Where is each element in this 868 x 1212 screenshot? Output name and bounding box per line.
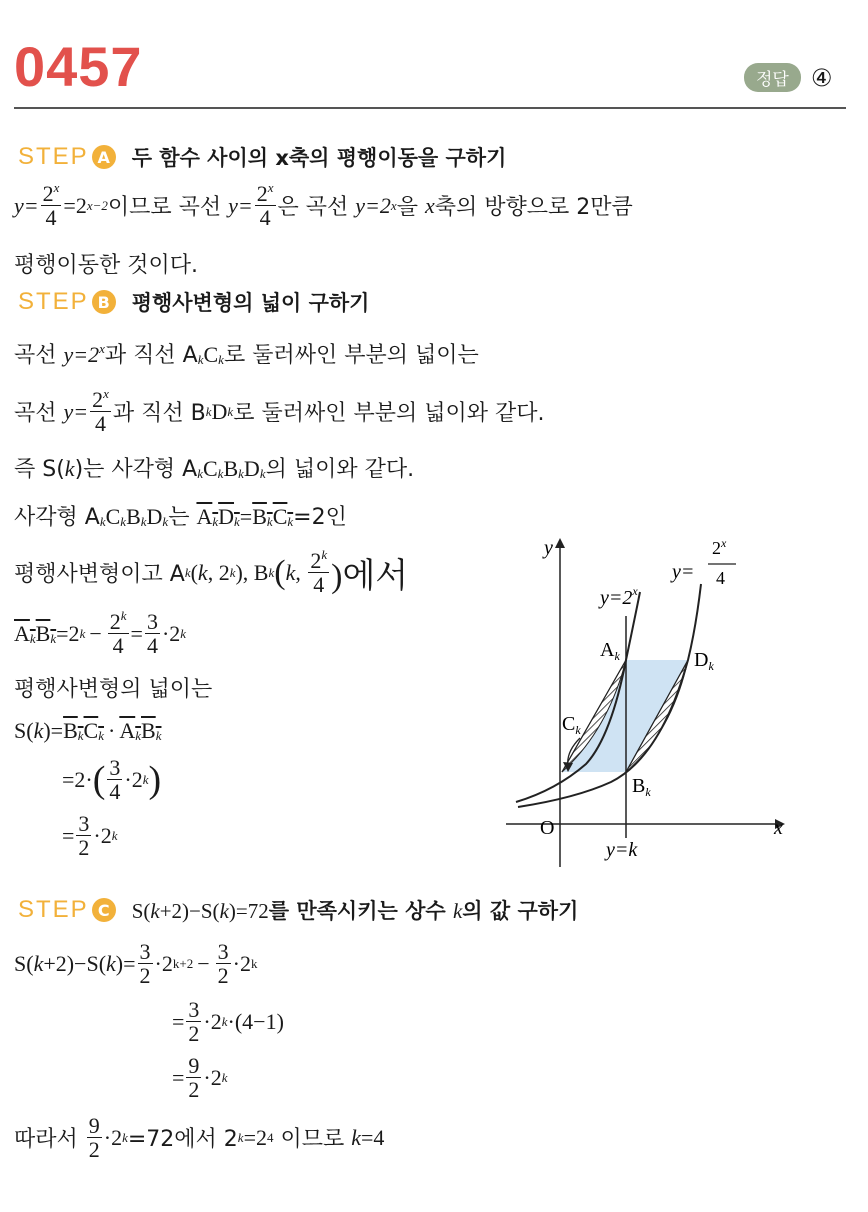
fraction [255, 182, 276, 229]
fraction [216, 940, 231, 987]
sub: k [212, 514, 219, 529]
text: A [119, 718, 136, 743]
y-axis-arrow [555, 538, 565, 548]
curve-y-2x-over-4-label-a: y= [672, 561, 695, 583]
step-c-line2: = $\frac{3}{2}$ ·2 k ·(4−1) [172, 997, 284, 1047]
sub: k [77, 728, 84, 743]
text: ( [190, 559, 198, 585]
text: C [203, 342, 219, 367]
expr: ·2 [103, 1124, 123, 1150]
text: =2인 [293, 505, 347, 530]
expr: ·(4−1) [227, 1008, 284, 1034]
problem-number: 0457 [14, 35, 143, 98]
step-a-line2: 평행이동한 것이다. [14, 253, 199, 278]
text: B [63, 718, 78, 743]
expr: ·2 [232, 950, 251, 976]
var: k [219, 899, 229, 923]
num: 2 [310, 547, 322, 573]
var: k [33, 718, 44, 743]
text: 축의 방향으로 2만큼 [434, 195, 633, 221]
fraction [87, 1114, 102, 1161]
text: C [105, 504, 121, 529]
sub: k [140, 514, 147, 529]
fraction [41, 182, 62, 229]
text: B [126, 504, 141, 529]
num: 2 [109, 609, 121, 634]
step-c-heading [18, 895, 578, 925]
step-b-title: 평행사변형의 넓이 구하기 [131, 291, 370, 315]
paren: ) [148, 758, 162, 801]
text: ), B [235, 559, 269, 585]
exp: x [53, 180, 60, 195]
text: =72에서 2 [127, 1127, 238, 1153]
fraction [90, 388, 111, 435]
sub: k [135, 728, 141, 743]
text: 로 둘러싸인 부분의 넓이는 [223, 343, 479, 368]
text: · [108, 718, 116, 743]
num: 2 [256, 181, 268, 206]
exp: x [267, 180, 274, 195]
den: 2 [188, 1021, 200, 1047]
sub: k [266, 514, 273, 529]
text: 의 값 구하기 [462, 899, 579, 923]
expr: = [62, 822, 75, 848]
sub: k [98, 728, 104, 743]
fraction [138, 940, 153, 987]
num: 3 [109, 755, 121, 780]
text: , 2 [207, 559, 230, 585]
sub: k [197, 466, 203, 481]
den: 4 [313, 572, 325, 597]
num: 3 [188, 997, 200, 1022]
expr: ·2 [124, 766, 143, 792]
var: k [33, 950, 44, 976]
text: 평행사변형이고 A [14, 562, 185, 587]
text: 의 넓이와 같다. [265, 457, 415, 482]
num: 3 [217, 939, 229, 964]
text: = [239, 504, 253, 529]
text: 따라서 [14, 1127, 85, 1153]
text: 는 [168, 505, 197, 530]
text: 이므로 [273, 1127, 352, 1153]
num: 3 [146, 609, 158, 634]
text: A [196, 504, 213, 529]
num: 9 [88, 1113, 100, 1138]
expr: y= [14, 192, 39, 218]
expr: =2 [63, 192, 87, 218]
var: k [351, 1124, 362, 1150]
var: k [285, 559, 296, 585]
step-c-letter: C [92, 898, 116, 922]
fraction [76, 812, 91, 859]
sub: k [238, 466, 244, 481]
text: A [14, 620, 30, 646]
text: 로 둘러싸인 부분의 넓이와 같다. [233, 401, 545, 427]
expr: )= [115, 950, 136, 976]
step-c-line1: S( k +2)−S( k )= $\frac{3}{2}$ ·2 k+2 − $\frac{3}{2}$ ·2 k [14, 939, 258, 989]
answer-value: ④ [810, 63, 833, 92]
var: k [150, 899, 160, 923]
answer-area [744, 63, 832, 92]
sub: k [155, 728, 162, 743]
origin-label: O [540, 817, 555, 839]
step-c-title [132, 895, 579, 925]
step-b-line9: =2· ( $\frac{3}{4}$ ·2 k ) [62, 755, 162, 805]
text: B [35, 620, 51, 646]
expr: y=2 [63, 342, 100, 367]
curve-y-2x-label: $y=2^x$ [600, 584, 638, 609]
expr: =2 [243, 1124, 267, 1150]
den: 2 [139, 963, 151, 989]
step-b-heading [18, 287, 369, 317]
point-b-label: $B_k$ [632, 775, 651, 799]
text: B [223, 456, 239, 481]
fraction [107, 756, 122, 803]
header-divider [14, 107, 846, 109]
curve-y-2x-over-4-label-num: 2$^x$ [712, 536, 727, 558]
var: x [424, 192, 435, 218]
fraction [108, 610, 129, 657]
sub: k [29, 630, 36, 646]
sub: k [99, 514, 106, 529]
segment [14, 621, 56, 647]
paren: ( [274, 553, 286, 591]
y-axis-label: y [544, 537, 553, 559]
sub: k [120, 514, 127, 529]
num: 3 [139, 939, 151, 964]
var: k [197, 559, 208, 585]
step-b-line6: $A_kB_k$ =2 k − $\frac{2^k}{4}$ = $\frac{3}{4}$ ·2 k [14, 608, 187, 659]
step-b-line3 [14, 452, 414, 483]
num: 9 [188, 1053, 200, 1078]
text: C [202, 456, 218, 481]
segment [119, 718, 161, 743]
text: 과 직선 B [112, 401, 206, 427]
text: 사각형 A [14, 505, 100, 530]
var: k [106, 950, 116, 976]
var: k [452, 899, 463, 923]
step-a-letter: A [92, 145, 116, 169]
text: S( [14, 718, 34, 743]
paren: ( [92, 758, 106, 801]
expr: = [172, 1008, 185, 1034]
text: C [83, 718, 99, 743]
den: 4 [95, 411, 107, 437]
step-b-line4 [14, 500, 347, 531]
step-c-line3: = $\frac{9}{2}$ ·2 k [172, 1053, 228, 1103]
text: 를 만족시키는 상수 [268, 899, 453, 923]
step-a-label: STEP [18, 143, 89, 170]
sub: k [259, 466, 266, 481]
step-b-letter: B [92, 290, 116, 314]
exp: k [120, 608, 127, 623]
step-a-heading [18, 142, 506, 172]
text: 곡선 [14, 343, 64, 368]
step-a-line1: y= $\frac{2^x}{4}$ =2 x−2 이므로 곡선 y= $\frac{2^x}{4}$ 은 곡선 y=2 x 을 x 축의 방향으로 2만큼 [14, 180, 633, 231]
text: D [146, 504, 163, 529]
exp: k [321, 546, 328, 562]
den: 4 [109, 779, 121, 805]
expr: ·2 [203, 1008, 222, 1034]
line-x-equals-k-label: y=k [606, 839, 638, 861]
expr: = [130, 620, 143, 646]
den: 2 [188, 1077, 200, 1103]
text: +2)−S( [159, 899, 220, 923]
expr: =2· [62, 766, 93, 792]
point-d-label: $D_k$ [694, 649, 714, 673]
segment [196, 504, 239, 529]
step-b-line1 [14, 338, 479, 369]
x-axis-label: x [774, 817, 783, 839]
step-b-line10: = $\frac{3}{2}$ ·2 k [62, 811, 118, 861]
text: )= [43, 718, 64, 743]
expr: y= [228, 192, 253, 218]
fraction [145, 610, 160, 657]
answer-badge: 정답 [744, 63, 801, 92]
segment [252, 504, 293, 529]
expr: − [197, 950, 210, 976]
sub: k [218, 352, 224, 367]
text: 곡선 [14, 401, 64, 427]
expr: − [89, 620, 102, 646]
den: 2 [217, 963, 229, 989]
expr: = [172, 1064, 185, 1090]
fraction [186, 998, 201, 1045]
expr: =2 [56, 620, 80, 646]
text: )=72 [228, 899, 269, 923]
den: 4 [146, 633, 158, 659]
expr: ·2 [93, 822, 112, 848]
exp: x [99, 341, 105, 356]
graph [496, 532, 796, 872]
sub: k [217, 466, 224, 481]
text: , [295, 559, 307, 585]
den: 2 [88, 1137, 100, 1163]
step-b-line8 [14, 718, 161, 744]
step-c-conclusion: 따라서 $\frac{9}{2}$ ·2 k =72에서 2 k =2 4 이므로 k =4 [14, 1113, 385, 1163]
sub: k [234, 514, 240, 529]
text: 즉 S( [14, 457, 65, 482]
den: 4 [112, 633, 124, 659]
step-b-line5: 평행사변형이고 A k ( k , 2 k ), B k ( k , $\frac{2^k}{4}$ )에서 [14, 546, 409, 597]
paren-text: )에서 [331, 558, 409, 595]
text: B [252, 504, 267, 529]
expr: y= [63, 398, 89, 424]
num: 2 [42, 181, 54, 206]
expr: =4 [361, 1124, 385, 1150]
sub: k [162, 514, 169, 529]
step-c-label: STEP [18, 896, 89, 923]
text: C [272, 504, 288, 529]
point-a-label: $A_k$ [600, 639, 620, 663]
text: 과 직선 A [104, 343, 198, 368]
num: 2 [92, 387, 104, 412]
fraction [186, 1054, 201, 1101]
step-b-label: STEP [18, 288, 89, 315]
text: D [211, 398, 228, 424]
text: )는 사각형 A [74, 457, 198, 482]
step-b-line2: 곡선 y= $\frac{2^x}{4}$ 과 직선 B k D k 로 둘러싸인 부분의 넓이와 같다. [14, 386, 545, 437]
text: 을 [396, 195, 425, 221]
den: 4 [45, 205, 57, 231]
step-a-title: 두 함수 사이의 x축의 평행이동을 구하기 [131, 146, 507, 170]
text: B [141, 718, 156, 743]
sub: k [197, 352, 204, 367]
expr: ·2 [154, 950, 173, 976]
sub: k [287, 514, 294, 529]
expr: S( [14, 950, 34, 976]
expr: ·2 [203, 1064, 222, 1090]
segment [63, 718, 104, 743]
text: D [218, 504, 235, 529]
num: 3 [78, 811, 90, 836]
text: D [243, 456, 260, 481]
text: 이므로 곡선 [107, 195, 229, 221]
var: k [64, 456, 75, 481]
expr: ·2 [161, 620, 181, 646]
point-c-label: $C_k$ [562, 713, 581, 737]
curve-y-2x-over-4-label-den: 4 [716, 568, 725, 588]
exp: x [103, 386, 109, 401]
sub: k [50, 630, 57, 646]
text: 은 곡선 [277, 195, 356, 221]
den: 2 [78, 835, 90, 861]
den: 4 [259, 205, 271, 231]
expr: y=2 [355, 192, 391, 218]
expr: +2)−S( [43, 950, 107, 976]
text: S( [131, 899, 151, 923]
fraction [308, 546, 329, 597]
step-b-line7: 평행사변형의 넓이는 [14, 677, 213, 702]
